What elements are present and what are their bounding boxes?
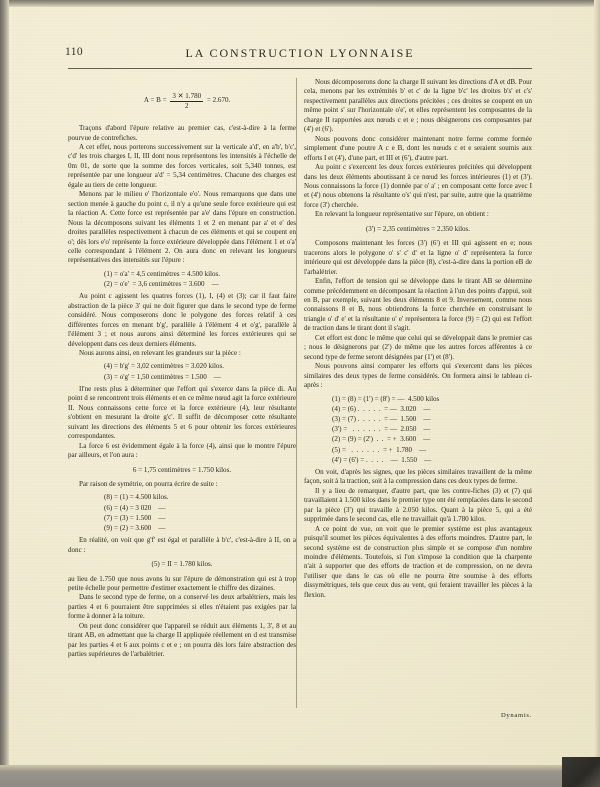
fraction-denominator: 2: [184, 101, 189, 110]
list-item: (2) = o'e' = 3,6 centimètres = 3.600 —: [104, 280, 219, 289]
list-item: (3) = o'g' = 1,50 centimètres = 1.500 —: [104, 372, 221, 381]
page-header: [65, 46, 535, 66]
paragraph: Nous décomposerons donc la charge II suivant les directions d'A et dB. Pour cela, menons par les extrémités b' et c' de la ligne b'c' les droites b's' et c's' respectivement parallèles aux directions précitées ; ces droites se coupent en un même point s' sur l'horizontale o'e', et elles représentent les composantes de la charge II rapportées aux nœuds c et e ; nous désignerons ces composantes par (4') et (6').: [304, 78, 532, 134]
paragraph: Composons maintenant les forces (3') (6') et III qui agissent en e; nous tracerons alors le polygone o' s' c' d' et la ligne o' d' représentera la force intérieure qui est développée dans la pièce (8), c'est-à-dire dans la portion eB de l'arbalétrier.: [304, 239, 532, 276]
list-item: (6) = (4) = 3 020 —: [104, 503, 166, 512]
scan-edge-right: [594, 0, 600, 770]
comparison-table: [304, 394, 532, 465]
list-item: (4) = b'g' = 3,02 centimètres = 3.020 kilos.: [104, 362, 224, 371]
scan-edge-bottom: [0, 765, 600, 787]
scan-edge-top: [0, 0, 600, 7]
paragraph: A cet effet, nous porterons successivement sur la verticale a'd', en a'b', b'c', c'd' les trois charges I, II, III dont nous représentons les intensités à l'échelle de 0m 01, de sorte que la somme des forces verticales, soit 5,340 tonnes, est représentée par une longueur a'd' = 5,34 centimètres. Chacune des charges est égale au tiers de cette longueur.: [68, 143, 296, 189]
table-row: (4') = (6') = . . . . — 1.550 —: [332, 455, 432, 464]
force-list: [68, 361, 296, 381]
scan-corner-shadow: [562, 757, 600, 787]
paragraph: Menons par le milieu e' l'horizontale e'o'. Nous remarquons que dans une section menée à gauche du point c, il n'y a qu'une seule force extérieure qui est la réaction A. Cette force est représentée par a'e' dans l'épure en construction. Nous la décomposons suivant les éléments 1 et 2 en menant par a' et e' des droites parallèles respectivement à chacun de ces éléments et qui se coupent en o'; dès lors e'o' représente la force extérieure développée dans l'élément 1 et o'a' celle correspondant à l'élément 2. On aura donc en relevant les longueurs représentatives des intensités sur l'épure :: [68, 190, 296, 265]
equation-reaction-ab: [68, 83, 296, 119]
paragraph: En relevant la longueur représentative sur l'épure, on obtient :: [315, 210, 489, 219]
fraction-numerator: 3 ✕ 1.780: [172, 92, 202, 101]
equation-force-5: (5) = II = 1.780 kilos.: [151, 560, 213, 569]
paragraph: A ce point de vue, on voit que le premier système est plus avantageux puisqu'il soumet les pièces équivalentes à des efforts moindres. D'autre part, le second système est de construction plus simple et se compose d'un nombre moindre d'éléments. Toutefois, si l'on s'impose la condition que la charpente n'ait à supporter que des efforts de traction et de compression, on ne devra l'utiliser que dans le cas où elle ne pourra être soumise à des efforts dissymétriques, tels que ceux dus au vent, qui feraient travailler les pièces à la flexion.: [304, 524, 532, 599]
equation-lhs: A = B =: [143, 96, 169, 105]
table-row: (5) = . . . . . . = + 1.780 —: [332, 445, 427, 454]
equation-force-6: 6 = 1,75 centimètres = 1.750 kilos.: [132, 465, 232, 474]
paragraph: Au point c agissent les quatres forces (1), I, (4) et (3); car il faut faire abstraction de la pièce 3' qui ne doit figurer que dans le second type de ferme considéré. Nous composerons donc le polygone des forces relatif à ces différentes forces en menant b'g', parallèle à l'élément 4 et o'g', parallèle à l'élément 3 ; et nous aurons ainsi déterminé les forces extérieures qui se développent dans ces deux derniers éléments.: [68, 292, 296, 348]
paragraph: Il'ne rests plus à déterminer que l'effort qui s'exerce dans la pièce di. Au point d se rencontrent trois éléments et en ce même nœud agit la force extérieure II. Nous connaissons cette force et la force extérieure (4), leur résultante s'obtient en mesurant la droite g'c'. Il suffit de décomposer cette résultante suivant les directions des éléments 5 et 6 pour obtenir les forces extérieures correspondantes.: [68, 384, 296, 441]
paragraph: La force 6 est évidemment égale à la force (4), ainsi que le montre l'épure par ailleurs, et l'on aura :: [68, 441, 296, 460]
paragraph: Au point c s'exercent les deux forces extérieures précitées qui développent dans les deux éléments aboutissant à ce nœud les forces intérieures (1) et (3'). Nous connaissons la force (1) donnée par o' a' ; en composant cette force avec I et (4') nous obtenons la résultante o's' qui n'est, par suite, autre que la quatrième force (3') cherchée.: [304, 163, 532, 209]
running-title: LA CONSTRUCTION LYONNAISE: [185, 46, 415, 60]
paragraph: Enfin, l'effort de tension qui se développe dans le tirant AB se détermine comme précédemment en décomposant la réaction à l'un des points d'appui, soit en B, par exemple, suivant les deux éléments 8 et 9. Inversement, comme nous connaissons 8 et B, nous obtiendrons la force cherchée en construisant le triangle o' d' e' et la résultante o' e' représentera la force (9) = (2) qui est l'effort de traction dans le tirant dont il s'agit.: [304, 277, 532, 333]
paragraph: Cet effort est donc le même que celui qui se développait dans le premier cas ; nous le désignerons par (2') de même que les autres forces afférentes à ce second type de ferme seront désignées par (1') et (8').: [304, 333, 532, 361]
paragraph: On peut donc considérer que l'appareil se réduit aux éléments 1, 3', 8 et au tirant AB, en admettant que la charge II appliquée réellement en d est transmise par les parties 4 et 6 aux points c et e ; on pourra dès lors faire abstraction des parties supérieures de l'arbalétrier.: [68, 621, 296, 659]
page-number: 110: [65, 46, 84, 58]
scan-edge-left: [0, 0, 9, 787]
equation-force-3-prime: (3') = 2,35 centimètres = 2.350 kilos.: [365, 224, 471, 233]
table-row: (2) = (9) = (2') . . = + 3.600 —: [332, 435, 431, 444]
paragraph: Il y a lieu de remarquer, d'autre part, que les contre-fiches (3) et (7) qui travaillaient à 1.500 kilos dans le premier type ont été remplacées dans le second par la pièce (3') qui travaille à 2.050 kilos. Quant à la pièce 5, qui a été supprimée dans le second cas, elle ne travaillait qu'à 1.780 kilos.: [304, 486, 532, 524]
list-item: (8) = (1) = 4.500 kilos.: [104, 493, 169, 502]
paragraph: On voit, d'après les signes, que les pièces similaires travaillent de la même façon, soit à la traction, soit à la compression dans ces deux types de ferme.: [304, 467, 532, 486]
paragraph: Nous pouvons donc considérer maintenant notre ferme comme formée simplement d'une poutre A c e B, dont les nœuds c et e seraient soumis aux efforts I et (4'), d'une part, et III et (6'), d'autre part.: [304, 134, 532, 162]
table-row: (3) = (7) . . . . . = — 1.500 —: [332, 414, 431, 423]
list-item: (7) = (3) = 1.500 —: [104, 513, 166, 522]
force-list: [68, 269, 296, 289]
fraction: [170, 92, 203, 109]
paragraph: En réalité, on voit que g'f' est égal et parallèle à b'c', c'est-à-dire à II, on a donc :: [68, 536, 296, 554]
paragraph: Par raison de symétrie, on pourra écrire de suite :: [79, 479, 218, 488]
paragraph: Nous pouvons ainsi comparer les efforts qui s'exercent dans les pièces similaires des deux types de ferme considérés. On formera ainsi le tableau ci-après :: [304, 362, 532, 390]
paragraph: Nous aurons ainsi, en relevant les grandeurs sur la pièce :: [79, 349, 241, 358]
table-row: (3') = . . . . . . = — 2.050 —: [332, 425, 431, 434]
list-item: (9) = (2) = 3.600 —: [104, 524, 166, 533]
left-column: [68, 78, 296, 660]
symmetry-force-list: [68, 492, 296, 533]
header-rule: [68, 68, 532, 69]
paragraph: Dans le second type de ferme, on a conservé les deux arbalétriers, mais les parties 4 et 6 pourraient être supprimées si elles n'étaient pas exigées par la forme à donner à la toiture.: [68, 593, 296, 621]
column-divider: [296, 78, 297, 708]
list-item: (1) = o'a' = 4,5 centimètres = 4.500 kilos.: [104, 269, 221, 278]
right-column: [304, 78, 532, 600]
table-row: (4) = (6) . . . . . = — 3.020 —: [332, 404, 431, 413]
table-row: (1) = (8) = (1') = (8') = — 4.500 kilos: [332, 394, 440, 403]
paragraph: au lieu de 1.750 que nous avons lu sur l'épure de démonstration qui est à trop petite échelle pour permettre d'estimer exactement le chiffre des dizaines.: [68, 574, 296, 593]
article-signature: Dynamis.: [500, 712, 532, 719]
equation-rhs: = 2.670.: [205, 96, 231, 105]
paragraph: Traçons d'abord l'épure relative au premier cas, c'est-à-dire à la ferme pourvue de contrefiches.: [68, 124, 296, 142]
